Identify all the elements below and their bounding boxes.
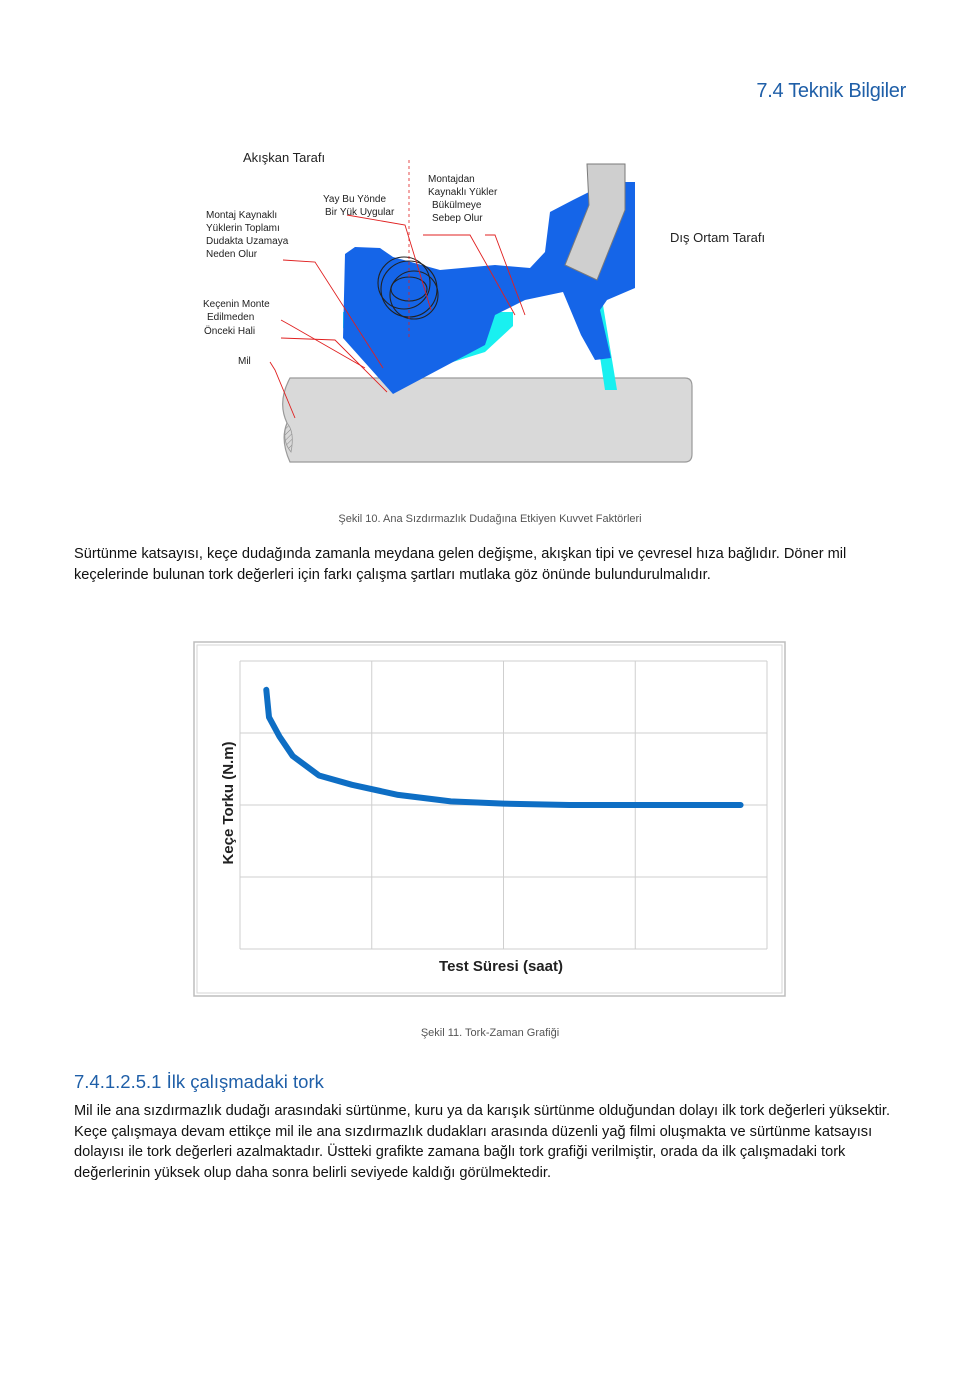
- chart-y-axis-label: Keçe Torku (N.m): [220, 741, 237, 865]
- sum-label-line-3: Dudakta Uzamaya: [206, 236, 289, 247]
- before-label-line-3: Önceki Hali: [204, 326, 256, 337]
- torque-time-chart: [193, 641, 786, 997]
- sum-label-line-1: Montaj Kaynaklı: [206, 210, 278, 221]
- chart-frame: [194, 642, 785, 996]
- mount-label-line-4: Sebep Olur: [432, 213, 483, 224]
- chart-x-axis-label: Test Süresi (saat): [439, 958, 563, 975]
- sum-label-line-4: Neden Olur: [206, 249, 258, 260]
- spring-label-line-1: Yay Bu Yönde: [323, 194, 387, 205]
- mount-label-line-2: Kaynaklı Yükler: [428, 187, 498, 198]
- seal-force-diagram: [195, 140, 795, 470]
- section-heading-initial-torque: 7.4.1.2.5.1 İlk çalışmadaki tork: [74, 1071, 324, 1092]
- before-label-line-2: Edilmeden: [207, 312, 255, 323]
- section-header-title: 7.4 Teknik Bilgiler: [756, 80, 906, 102]
- outer-side-label: Dış Ortam Tarafı: [670, 230, 766, 245]
- before-label-line-1: Keçenin Monte: [203, 299, 270, 310]
- figure-10-caption: Şekil 10. Ana Sızdırmazlık Dudağına Etkiyen Kuvvet Faktörleri: [338, 513, 642, 525]
- shaft-label: Mil: [238, 356, 251, 367]
- fluid-side-label: Akışkan Tarafı: [243, 150, 326, 165]
- paragraph-initial-torque: Mil ile ana sızdırmazlık dudağı arasındaki sürtünme, kuru ya da karışık sürtünme olduğundan dolayı ilk tork değerleri yüksektir. Keçe çalışmaya devam ettikçe mil ile ana sızdırmazlık dudakları arasında düzenli yağ filmi oluşmakta ve sürtünme katsayısı dolayısı ile tork değerleri azalmaktadır. Üstteki grafikte zamana bağlı tork grafiği verilmiştir, orada da ilk çalışmadaki tork değerlerinin yüksek olup daha sonra belirli seviyede kaldığı görülmektedir.: [74, 1103, 891, 1181]
- sum-label-line-2: Yüklerin Toplamı: [206, 223, 280, 234]
- spring-label-line-2: Bir Yük Uygular: [325, 207, 395, 218]
- shaft-shape: [283, 378, 692, 462]
- figure-11-caption: Şekil 11. Tork-Zaman Grafiği: [420, 1027, 560, 1039]
- paragraph-friction: Sürtünme katsayısı, keçe dudağında zamanla meydana gelen değişme, akışkan tipi ve çevresel hıza bağlıdır. Döner mil keçelerinde bulunan tork değerleri için farkı çalışma şartları mutlaka göz önünde bulundurulmalıdır.: [74, 546, 847, 583]
- mount-label-line-1: Montajdan: [428, 174, 475, 185]
- mount-label-line-3: Bükülmeye: [432, 200, 482, 211]
